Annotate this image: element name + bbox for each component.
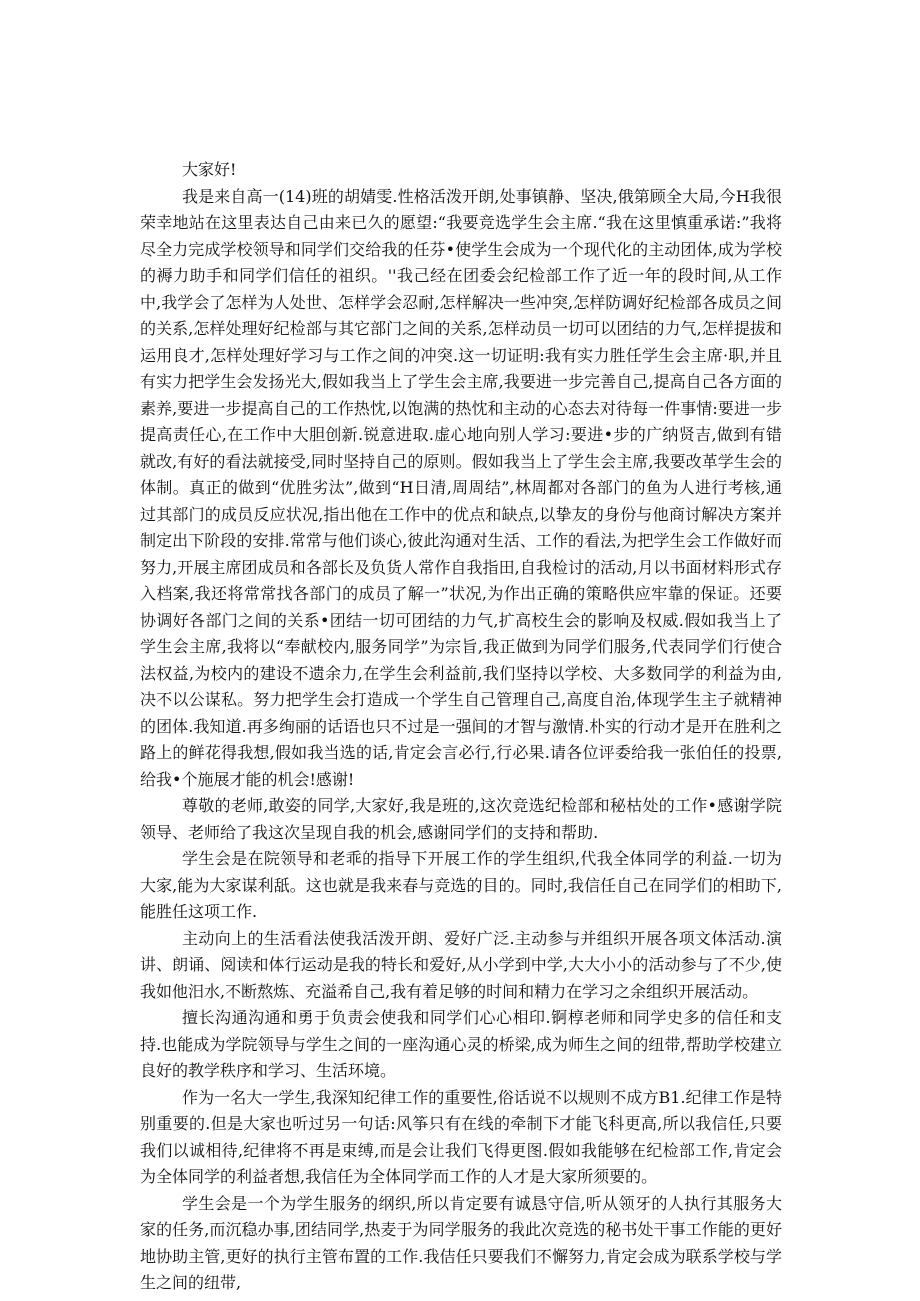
- document-page: [140, 157, 782, 1297]
- paragraph-2: 尊敬的老师,敢姿的同学,大家好,我是班的,这次竞选纪检部和秘枯处的工作•感谢学院领导、老师给了我这次呈现自我的机会,感谢同学们的支持和帮助.: [140, 796, 782, 842]
- paragraph-1: 我是来自高一(14)班的胡婧雯.性格活泼开朗,处事镇静、坚决,俄第顾全大局,今H我很荣幸地站在这里表达自己由来已久的愿望:“我要竞选学生会主席.“我在这里慎重承诺:”我将尽全力完成学校领导和同学们交给我的任芬•使学生会成为一个现代化的主动团体,成为学校的褥力助手和同学们信任的祖织。''我己经在团委会纪检部工作了近一年的段时间,从工作中,我学会了怎样为人处世、怎样学会忍耐,怎样解决一些冲突,怎样防调好纪检部各成员之间的关系,怎样处理好纪检部与其它部门之间的关系,怎样动员一切可以团结的力气,怎样提拔和运用良才,怎样处理好学习与工作之间的冲突.这一切证明:我有实力胜任学生会主席·职,并且有实力把学生会发扬光大,假如我当上了学生会主席,我要进一步完善自己,提高自己各方面的素养,要进一步提高自己的工作热忱,以饱满的热忱和主动的心态去对待每一件事情:要进一步提高责任心,在工作中大胆创新.锐意进取.虚心地向别人学习:要进•步的广纳贤吉,做到有错就改,有好的看法就接受,同时坚持自己的原则。假如我当上了学生会主席,我要改革学生会的体制。真正的做到“优胜劣汰”,做到“H日清,周周结”,林周都对各部门的鱼为人进行考核,通过其部门的成员反应状况,指出他在工作中的优点和缺点,以挚友的身份与他商讨解决方案并制定出下阶段的安排.常常与他们谈心,彼此沟通对生活、工作的看法,为把学生会工作做好而努力,开展主席团成员和各部长及负货人常作自我指田,自我检讨的活动,月以书面材料形式存入档案,我还将常常找各部门的成员了解一”状况,为作出正确的策略供应牢靠的保证。还要协调好各部门之间的关系•团结一切可团结的力气,扩高校生会的影响及权威.假如我当上了学生会主席,我将以“奉献校内,服务同学”为宗旨,我正做到为同学们服务,代表同学们行使合法权益,为校内的建设不遗余力,在学生会利益前,我们坚持以学校、大多数同学的利益为由,决不以公谋私。努力把学生会打造成一个学生自己管理自己,高度自治,体现学生主子就精神的团体.我知道.再多绚丽的话语也只不过是一强间的才智与激情.朴实的行动才是开在胜利之路上的鲜花得我想,假如我当选的话,肯定会言必行,行必果.请各位评委给我一张伯任的投票,给我•个施展才能的机会!感谢!: [140, 186, 782, 789]
- paragraph-3: 学生会是在院领导和老乖的指导下开展工作的学生组织,代我全体同学的利益.一切为大家,能为大家谋利舐。这也就是我来春与竞选的目的。同时,我信任自己在同学们的相助下,能胜任这项工作.: [140, 849, 782, 921]
- paragraph-6: 作为一名大一学生,我深知纪律工作的重要性,俗话说不以规则不成方B1.纪律工作是特别重要的.但是大家也听过另一句话:风筝只有在线的牵制下才能飞科更高,所以我信任,只要我们以诚相待,纪律将不再是束缚,而是会让我们飞得更图.假如我能够在纪检部工作,肯定会为全体同学的利益者想,我信任为全体同学而工作的人才是大家所须要的。: [140, 1087, 782, 1186]
- paragraph-4: 主动向上的生活看法使我活泼开朗、爱好广泛.主动参与并组织开展各项文体活动.演讲、朗诵、阅读和体行运动是我的特长和爱好,从小学到中学,大大小小的活动参与了不少,使我如他汨水,不断熬炼、充溢希自己,我有着足够的时间和精力在学习之余组织开展活动。: [140, 928, 782, 1001]
- paragraph-7: 学生会是一个为学生服务的纲织,所以肯定要有诚恳守信,听从领牙的人执行其服务大家的任务,而沉稳办事,团结同学,热麦于为同学服务的我此次竞选的秘书处干事工作能的更好地协助主管,更好的执行主管布置的工作.我佶任只要我们不懈努力,肯定会成为联系学校与学生之间的纽带,: [140, 1193, 782, 1292]
- greeting-line: 大家好!: [182, 160, 237, 179]
- paragraph-5: 擅长沟通沟通和勇于负责会使我和同学们心心相印.锕椁老师和同学史多的信任和支持.也能成为学院领导与学生之间的一座沟通心灵的桥梁,成为师生之间的纽带,帮助学校建立良好的教学秩序和学习、生活环境。: [140, 1008, 782, 1080]
